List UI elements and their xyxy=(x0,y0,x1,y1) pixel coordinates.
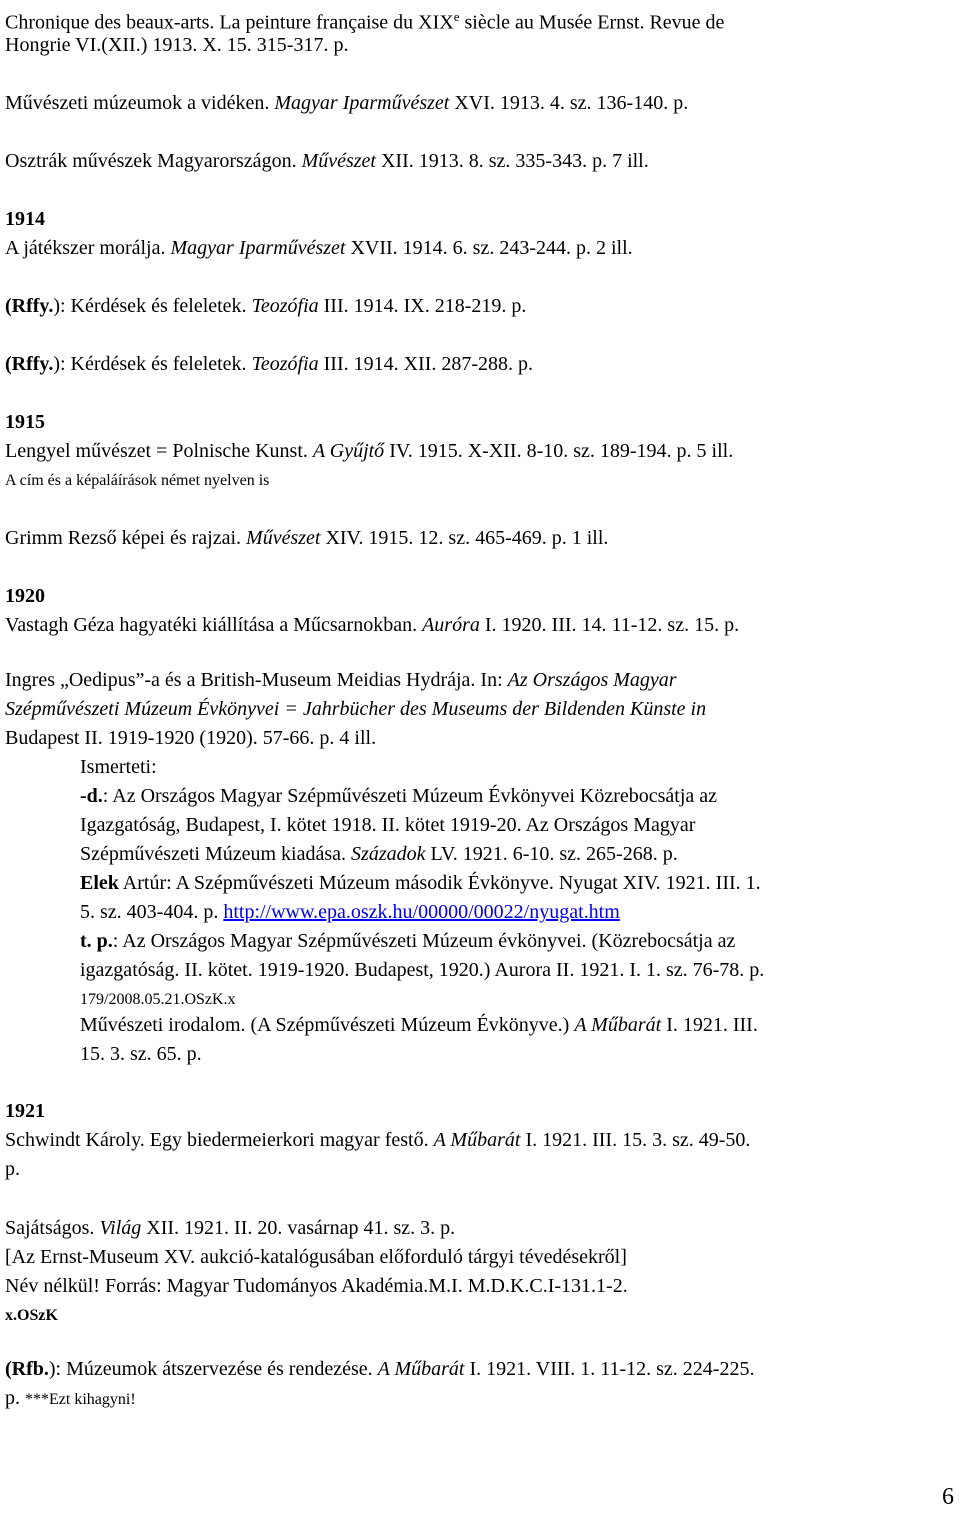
entry-line: Vastagh Géza hagyatéki kiállítása a Műcsarnokban. Auróra I. 1920. III. 14. 11-12. sz. 15. p. xyxy=(5,614,740,636)
entry-line: Művészeti múzeumok a vidéken. Magyar Iparművészet XVI. 1913. 4. sz. 136-140. p. xyxy=(5,92,689,114)
entry-line: Chronique des beaux-arts. La peinture française du XIXe siècle au Musée Ernst. Revue de xyxy=(5,9,725,34)
review-line: t. p.: Az Országos Magyar Szépművészeti Múzeum évkönyvei. (Közrebocsátja az xyxy=(80,930,736,952)
entry-line: Grimm Rezső képei és rajzai. Művészet XIV. 1915. 12. sz. 465-469. p. 1 ill. xyxy=(5,527,609,549)
entry-line: Lengyel művészet = Polnische Kunst. A Gyűjtő IV. 1915. X-XII. 8-10. sz. 189-194. p. 5 ill. xyxy=(5,440,734,462)
review-line: -d.: Az Országos Magyar Szépművészeti Múzeum Évkönyvei Közrebocsátja az xyxy=(80,785,718,807)
entry-line: [Az Ernst-Museum XV. aukció-katalógusában előforduló tárgyi tévedésekről] xyxy=(5,1246,627,1268)
year-heading-1921: 1921 xyxy=(5,1100,45,1122)
review-line: Elek Artúr: A Szépművészeti Múzeum második Évkönyve. Nyugat XIV. 1921. III. 1. xyxy=(80,872,761,894)
entry-line: Szépművészeti Múzeum Évkönyvei = Jahrbücher des Museums der Bildenden Künste in xyxy=(5,698,707,720)
entry-line: Schwindt Károly. Egy biedermeierkori magyar festő. A Műbarát I. 1921. III. 15. 3. sz. 49-50. xyxy=(5,1129,751,1151)
year-heading-1920: 1920 xyxy=(5,585,45,607)
review-line: 5. sz. 403-404. p. http://www.epa.oszk.hu/00000/00022/nyugat.htm xyxy=(80,901,620,923)
review-line: Igazgatóság, Budapest, I. kötet 1918. II. kötet 1919-20. Az Országos Magyar xyxy=(80,814,696,836)
review-line: Szépművészeti Múzeum kiadása. Századok LV. 1921. 6-10. sz. 265-268. p. xyxy=(80,843,678,865)
entry-line: (Rffy.): Kérdések és feleletek. Teozófia III. 1914. XII. 287-288. p. xyxy=(5,353,534,375)
review-heading: Ismerteti: xyxy=(80,756,157,778)
entry-line: A játékszer morálja. Magyar Iparművészet XVII. 1914. 6. sz. 243-244. p. 2 ill. xyxy=(5,237,633,259)
entry-line: p. ***Ezt kihagyni! xyxy=(5,1387,136,1409)
entry-note: A cím és a képaláírások német nyelven is xyxy=(5,472,270,489)
review-note: 179/2008.05.21.OSzK.x xyxy=(80,991,236,1008)
entry-line: (Rfb.): Múzeumok átszervezése és rendezése. A Műbarát I. 1921. VIII. 1. 11-12. sz. 224-225. xyxy=(5,1358,755,1380)
entry-line: p. xyxy=(5,1158,20,1180)
entry-note: x.OSzK xyxy=(5,1307,58,1324)
page-number: 6 xyxy=(942,1484,954,1510)
entry-line: (Rffy.): Kérdések és feleletek. Teozófia III. 1914. IX. 218-219. p. xyxy=(5,295,527,317)
entry-line: Sajátságos. Világ XII. 1921. II. 20. vasárnap 41. sz. 3. p. xyxy=(5,1217,456,1239)
entry-note: ***Ezt kihagyni! xyxy=(25,1391,136,1408)
review-line: Művészeti irodalom. (A Szépművészeti Múzeum Évkönyve.) A Műbarát I. 1921. III. xyxy=(80,1014,758,1036)
entry-line: Hongrie VI.(XII.) 1913. X. 15. 315-317. p. xyxy=(5,34,349,56)
year-heading-1914: 1914 xyxy=(5,208,45,230)
year-heading-1915: 1915 xyxy=(5,411,45,433)
entry-line: Név nélkül! Forrás: Magyar Tudományos Akadémia.M.I. M.D.K.C.I-131.1-2. xyxy=(5,1275,628,1297)
nyugat-link[interactable]: http://www.epa.oszk.hu/00000/00022/nyugat.htm xyxy=(223,901,620,923)
entry-line: Ingres „Oedipus”-a és a British-Museum Meidias Hydrája. In: Az Országos Magyar xyxy=(5,669,677,691)
entry-line: Budapest II. 1919-1920 (1920). 57-66. p. 4 ill. xyxy=(5,727,377,749)
entry-line: Osztrák művészek Magyarországon. Művészet XII. 1913. 8. sz. 335-343. p. 7 ill. xyxy=(5,150,649,172)
review-line: 15. 3. sz. 65. p. xyxy=(80,1043,202,1065)
review-line: igazgatóság. II. kötet. 1919-1920. Budapest, 1920.) Aurora II. 1921. I. 1. sz. 76-78. p. xyxy=(80,959,765,981)
